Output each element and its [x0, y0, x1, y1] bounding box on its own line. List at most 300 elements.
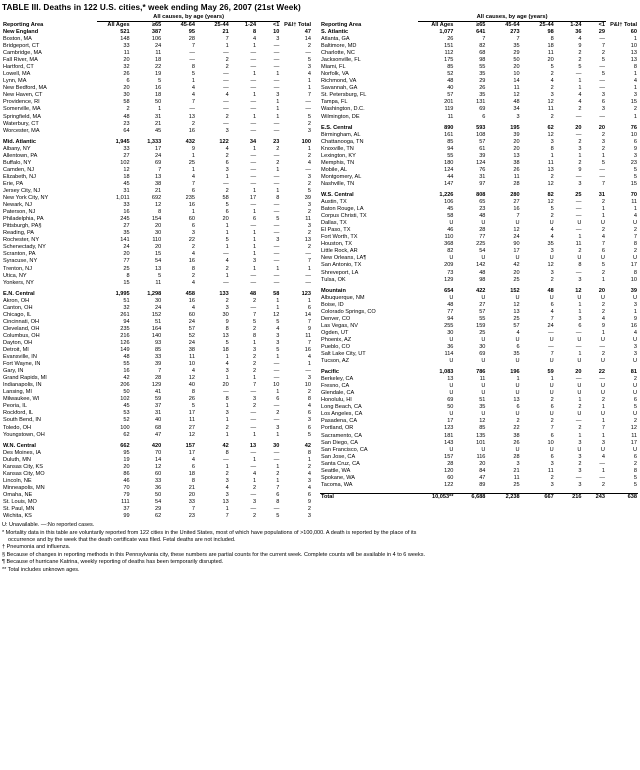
row-value: 4 — [191, 456, 195, 463]
row-area-label: Shreveport, LA — [321, 269, 359, 276]
row-value: 52 — [123, 417, 130, 424]
row-value: 13 — [155, 265, 162, 272]
row-value: 142 — [476, 262, 486, 269]
row-value: 12 — [479, 418, 486, 425]
table-row — [320, 418, 638, 425]
right-group-header: All causes, by age (years) — [418, 14, 606, 22]
footnote-line: * Mortality data in this table are voluntarily reported from 122 cities in the United States, most of which have populations of >100,000. A death is reported by the place of its — [2, 529, 417, 536]
row-value: 50 — [155, 491, 162, 498]
row-value: U — [449, 336, 454, 343]
row-value: 3 — [307, 202, 311, 209]
row-value: 10 — [304, 382, 311, 389]
row-value: 5 — [578, 64, 582, 71]
row-value: 4 — [550, 308, 554, 315]
row-area-label: Honolulu, HI — [321, 397, 352, 404]
row-value: 13 — [222, 332, 229, 339]
table-row — [2, 389, 312, 396]
row-value: 638 — [627, 493, 637, 500]
row-value: 4 — [225, 484, 229, 491]
row-value: 5 — [550, 206, 554, 213]
row-value: 2 — [633, 106, 637, 113]
row-value: U — [600, 358, 605, 365]
row-value: 216 — [572, 493, 582, 500]
row-value: 235 — [120, 325, 130, 332]
table-row — [2, 230, 312, 237]
row-area-label: San Jose, CA — [321, 453, 356, 460]
table-row — [320, 302, 638, 309]
row-value: 13 — [447, 376, 454, 383]
row-value: 11 — [547, 159, 554, 166]
row-area-label: E.N. Central — [3, 290, 35, 297]
row-value: 65 — [479, 199, 486, 206]
row-value: U — [632, 411, 637, 418]
table-row — [2, 312, 312, 319]
row-value: — — [189, 106, 195, 113]
row-value: 60 — [188, 311, 195, 318]
row-value: — — [599, 460, 605, 467]
row-value: 4 — [307, 470, 311, 477]
table-row — [320, 206, 638, 213]
row-value: 1 — [601, 206, 605, 213]
row-value: 3 — [307, 477, 311, 484]
row-value: 33 — [123, 43, 130, 50]
row-value: 7 — [225, 36, 229, 42]
table-row — [320, 234, 638, 241]
header-25-44: 25-44 — [214, 22, 229, 29]
row-value: 2 — [225, 470, 229, 477]
row-value: 17 — [188, 410, 195, 417]
row-value: 5 — [307, 57, 311, 64]
table-row — [2, 375, 312, 382]
row-value: 2 — [225, 297, 229, 304]
row-value: 2 — [307, 120, 311, 127]
row-value: — — [273, 258, 280, 265]
row-value: 1 — [550, 152, 554, 159]
row-value: 28 — [513, 180, 520, 187]
row-value: 2 — [276, 145, 280, 152]
row-value: 206 — [120, 382, 130, 389]
row-value: 2 — [276, 159, 280, 166]
row-value: 35 — [479, 71, 486, 78]
row-value: 30 — [155, 230, 162, 237]
row-value: 20 — [598, 124, 605, 131]
row-value: 51 — [155, 318, 162, 325]
row-value: — — [599, 343, 605, 350]
row-value: 7 — [307, 92, 311, 99]
row-value: 12 — [123, 166, 130, 173]
row-value: 39 — [630, 287, 637, 294]
row-value: 1 — [252, 339, 257, 346]
row-value: 133 — [219, 290, 229, 297]
row-value: 3 — [252, 396, 257, 403]
row-value: 3 — [225, 491, 229, 498]
row-value: U — [577, 358, 582, 365]
row-value: 17 — [249, 195, 257, 202]
row-value: 1 — [252, 456, 257, 463]
row-value: 6 — [225, 159, 229, 166]
row-value: 1 — [307, 85, 311, 92]
row-value: 102 — [120, 159, 130, 166]
row-value: — — [273, 202, 280, 209]
row-area-label: Phoenix, AZ — [321, 336, 352, 343]
row-value: 1 — [225, 173, 229, 180]
row-value: 3 — [516, 113, 520, 120]
row-value: 4 — [191, 368, 195, 375]
row-value: 164 — [151, 325, 162, 332]
row-value: 11 — [547, 106, 554, 113]
row-value: — — [273, 180, 280, 187]
row-value: 33 — [188, 499, 195, 505]
row-value: 48 — [447, 78, 454, 85]
row-value: 3 — [578, 453, 582, 460]
row-value: 106 — [444, 199, 454, 206]
header-45-64: 45-64 — [180, 22, 195, 29]
table-row — [320, 475, 638, 482]
row-value: 1 — [307, 361, 311, 368]
table-row — [320, 433, 638, 440]
row-area-label: Chicago, IL — [3, 311, 32, 318]
row-value: 94 — [123, 318, 130, 325]
row-value: 20 — [222, 382, 229, 389]
row-value: 4 — [633, 78, 637, 85]
row-value: — — [599, 78, 605, 85]
row-value: 16 — [155, 85, 162, 92]
row-value: 1 — [252, 187, 257, 194]
row-area-label: Tampa, FL — [321, 99, 348, 106]
row-value: — — [273, 230, 280, 237]
row-area-label: Los Angeles, CA — [321, 411, 363, 418]
row-value: 38 — [155, 180, 162, 187]
row-value: 33 — [155, 354, 162, 361]
table-row — [320, 99, 638, 106]
row-area-label: Worcester, MA — [3, 127, 40, 134]
row-value: — — [250, 120, 257, 127]
row-value: 8 — [225, 325, 229, 332]
row-value: — — [250, 424, 257, 431]
row-value: 24 — [547, 322, 554, 329]
row-value: — — [250, 152, 257, 159]
row-value: 21 — [222, 28, 229, 35]
row-value: — — [273, 279, 280, 286]
row-value: — — [223, 78, 229, 85]
row-value: — — [273, 120, 280, 127]
row-value: 64 — [123, 127, 130, 134]
table-row — [320, 344, 638, 351]
row-value: 4 — [307, 159, 311, 166]
row-value: — — [250, 389, 257, 396]
row-value: 98 — [479, 276, 486, 283]
row-area-label: Newark, NJ — [3, 202, 32, 209]
table-row — [2, 139, 312, 146]
table-row — [2, 29, 312, 36]
row-value: 13 — [155, 173, 162, 180]
row-value: 40 — [188, 382, 195, 389]
row-value: 1 — [550, 376, 554, 383]
row-value: 4 — [550, 227, 554, 234]
row-area-label: Savannah, GA — [321, 85, 358, 92]
row-value: 51 — [123, 297, 130, 304]
row-value: 2 — [550, 418, 554, 425]
row-value: 46 — [123, 477, 130, 484]
row-value: 1,995 — [115, 290, 130, 297]
row-value: 27 — [123, 223, 130, 230]
row-value: 7 — [550, 351, 554, 358]
row-area-label: Allentown, PA — [3, 152, 38, 159]
row-value: 2 — [633, 227, 637, 234]
row-value: 3 — [550, 269, 554, 276]
row-value: 235 — [185, 195, 195, 202]
row-value: 8 — [307, 449, 311, 456]
row-value: 106 — [151, 36, 162, 42]
row-value: 6 — [191, 463, 195, 470]
row-value: — — [305, 272, 311, 279]
row-value: 3 — [276, 332, 280, 339]
table-row — [2, 298, 312, 305]
row-value: — — [250, 78, 257, 85]
table-row — [2, 92, 312, 99]
table-row — [2, 36, 312, 43]
header-1-24-right: 1-24 — [570, 22, 582, 29]
row-value: 245 — [120, 216, 130, 223]
row-value: 12 — [188, 431, 195, 438]
table-row — [2, 223, 312, 230]
row-value: 26 — [513, 439, 520, 446]
row-value: 521 — [120, 28, 130, 35]
row-value: 2 — [225, 57, 229, 64]
row-value: 16 — [188, 258, 195, 265]
row-value: 8 — [550, 36, 554, 42]
row-value: — — [250, 449, 257, 456]
row-value: 181 — [444, 432, 454, 439]
row-value: 16 — [188, 297, 195, 304]
row-area-label: Cincinnati, OH — [3, 318, 40, 325]
row-value: 5 — [601, 57, 605, 64]
row-value: 102 — [120, 396, 130, 403]
row-value: 45 — [123, 180, 130, 187]
row-area-label: Chattanooga, TN — [321, 138, 364, 145]
row-value: 48 — [123, 354, 130, 361]
row-value: 1 — [633, 308, 637, 315]
row-value: 1 — [276, 477, 280, 484]
row-value: 108 — [476, 131, 486, 138]
row-value: — — [223, 389, 229, 396]
row-value: 5 — [601, 71, 605, 78]
row-value: 2 — [252, 325, 257, 332]
row-value: 1 — [252, 230, 257, 237]
row-value: 8 — [252, 332, 257, 339]
row-value: 1 — [276, 304, 280, 311]
row-value: U — [577, 446, 582, 453]
row-area-label: Buffalo, NY — [3, 159, 32, 166]
row-value: — — [189, 50, 195, 57]
table-row — [2, 492, 312, 499]
row-value: 2 — [601, 269, 605, 276]
row-value: 4 — [307, 403, 311, 410]
row-value: U — [549, 446, 554, 453]
row-value: 116 — [476, 453, 486, 460]
row-value: — — [599, 474, 605, 481]
row-area-label: Philadelphia, PA — [3, 216, 44, 223]
row-value: 48 — [479, 269, 486, 276]
row-value: 1 — [276, 389, 280, 396]
row-value: 1 — [601, 432, 605, 439]
row-value: 4 — [191, 304, 195, 311]
table-row — [320, 29, 638, 36]
row-value: 3 — [225, 304, 229, 311]
table-row — [320, 468, 638, 475]
row-value: 12 — [155, 463, 162, 470]
row-value: 61 — [479, 145, 486, 152]
row-value: 1 — [578, 301, 582, 308]
row-value: 2 — [307, 43, 311, 50]
row-value: 11 — [513, 173, 520, 180]
row-area-label: Reading, PA — [3, 230, 34, 237]
row-value: 15 — [630, 99, 637, 106]
row-value: 10 — [630, 276, 637, 283]
row-value: 17 — [155, 145, 162, 152]
row-value: — — [305, 368, 311, 375]
row-value: 27 — [123, 152, 130, 159]
row-value: 123 — [301, 290, 311, 297]
row-value: 20 — [123, 463, 130, 470]
row-value: 41 — [155, 389, 162, 396]
row-value: 11 — [189, 354, 195, 361]
row-value: 30 — [479, 343, 486, 350]
row-value: 10,053** — [431, 493, 454, 500]
row-value: 1 — [578, 432, 582, 439]
row-value: 57 — [188, 325, 195, 332]
row-value: 28 — [447, 460, 454, 467]
row-area-label: Schenectady, NY — [3, 244, 46, 251]
table-row — [2, 432, 312, 439]
table-row — [2, 244, 312, 251]
row-value: — — [273, 43, 280, 50]
row-value: 593 — [476, 124, 486, 131]
row-value: 3 — [601, 106, 605, 113]
row-value: 11 — [155, 50, 162, 57]
row-value: — — [273, 50, 280, 57]
row-area-label: South Bend, IN — [3, 417, 41, 424]
row-value: 1 — [601, 404, 605, 411]
row-value: 11 — [305, 216, 311, 223]
row-area-label: Albany, NY — [3, 145, 31, 152]
row-value: 2 — [225, 152, 229, 159]
row-value: 60 — [155, 470, 162, 477]
table-row — [2, 195, 312, 202]
row-area-label: Tacoma, WA — [321, 481, 353, 488]
row-value: 85 — [479, 425, 486, 432]
row-value: 1 — [225, 43, 229, 50]
row-value: — — [273, 251, 280, 258]
row-area-label: Richmond, VA — [321, 78, 357, 85]
row-area-label: Elizabeth, NJ — [3, 173, 36, 180]
row-value: 2 — [601, 131, 605, 138]
table-row — [2, 266, 312, 273]
row-value: 6 — [633, 138, 637, 145]
row-value: 3 — [633, 351, 637, 358]
row-value: 20 — [513, 145, 520, 152]
table-row — [2, 326, 312, 333]
row-area-label: Lansing, MI — [3, 389, 32, 396]
row-area-label: W.S. Central — [321, 191, 354, 198]
row-value: 53 — [123, 410, 130, 417]
row-value: 37 — [123, 506, 130, 513]
row-value: — — [223, 85, 229, 92]
row-value: 5 — [633, 481, 637, 488]
footnote-line: ** Total includes unknown ages. — [2, 566, 80, 573]
row-area-label: Little Rock, AR — [321, 248, 358, 255]
row-value: 98 — [479, 57, 486, 64]
row-area-label: Columbus, OH — [3, 332, 40, 339]
table-row — [2, 305, 312, 312]
row-value: 1 — [276, 187, 280, 194]
table-row — [2, 216, 312, 223]
table-row — [2, 181, 312, 188]
row-value: 8 — [633, 64, 637, 71]
row-value: 2 — [550, 113, 554, 120]
row-value: 89 — [479, 481, 486, 488]
row-value: U — [549, 336, 554, 343]
row-value: 95 — [188, 28, 195, 35]
row-value: — — [575, 213, 582, 220]
row-value: 1 — [225, 272, 229, 279]
row-value: 31 — [123, 187, 130, 194]
row-area-label: Baton Rouge, LA — [321, 206, 364, 213]
row-value: 7 — [633, 234, 637, 241]
row-value: 1 — [225, 375, 229, 382]
row-value: 3 — [550, 92, 554, 99]
row-value: 1 — [633, 71, 637, 78]
row-value: 1 — [252, 92, 257, 99]
deaths-table — [2, 14, 638, 520]
row-value: 7 — [601, 241, 605, 248]
row-value: 786 — [476, 369, 486, 376]
row-value: — — [250, 57, 257, 64]
row-value: 1 — [276, 106, 280, 113]
table-row — [2, 513, 312, 520]
table-row — [2, 333, 312, 340]
row-value: 14 — [304, 311, 311, 318]
row-value: 123 — [444, 425, 454, 432]
row-value: 12 — [155, 202, 162, 209]
table-row — [320, 114, 638, 121]
row-value: U — [632, 336, 637, 343]
row-value: 60 — [188, 216, 195, 223]
row-value: 1 — [307, 265, 311, 272]
row-value: 1 — [225, 463, 229, 470]
row-area-label: New Haven, CT — [3, 92, 43, 99]
row-value: 16 — [123, 368, 130, 375]
row-value: 3 — [307, 417, 311, 424]
row-value: — — [548, 329, 554, 336]
row-value: 8 — [126, 272, 130, 279]
header-25-44-right: 25-44 — [539, 22, 554, 29]
row-value: 62 — [155, 513, 162, 520]
row-value: 2 — [601, 227, 605, 234]
row-value: — — [250, 173, 257, 180]
row-value: 20 — [575, 369, 582, 376]
row-value: 33 — [123, 145, 130, 152]
row-value: 1 — [252, 113, 257, 120]
row-value: 2 — [191, 272, 195, 279]
row-value: 12 — [513, 301, 520, 308]
row-area-label: Pasadena, CA — [321, 418, 358, 425]
row-value: 18 — [123, 173, 130, 180]
row-value: 2 — [225, 424, 229, 431]
footnote-line: ¶ Because of hurricane Katrina, weekly reporting of deaths has been temporarily disrupted. — [2, 559, 224, 566]
row-value: 1 — [252, 145, 257, 152]
row-value: U — [481, 358, 486, 365]
